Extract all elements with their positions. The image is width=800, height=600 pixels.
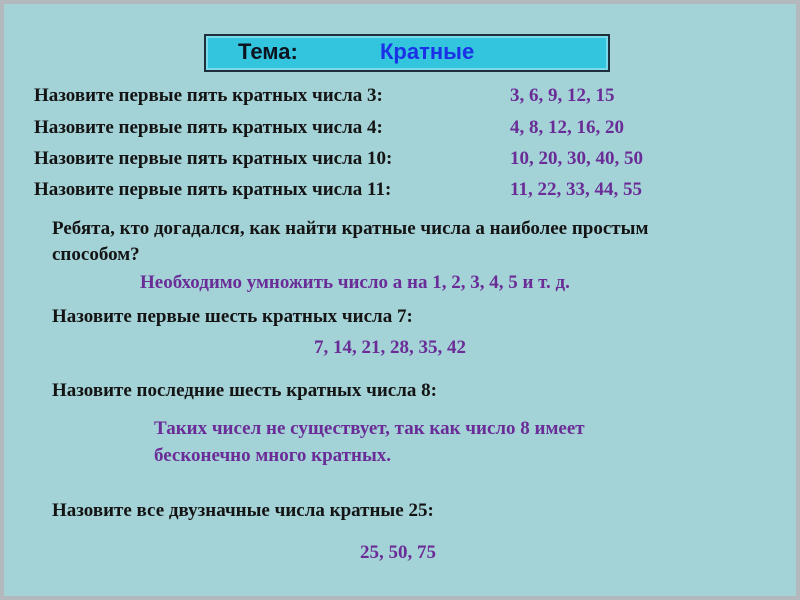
method-answer: Необходимо умножить число а на 1, 2, 3, 4, 5 и т. д. [140, 272, 570, 293]
method-question-line1: Ребята, кто догадался, как найти кратные числа а наиболее простым [52, 218, 649, 239]
question-last-six-multiples-8: Назовите последние шесть кратных числа 8: [52, 380, 437, 401]
answer-six-multiples-7: 7, 14, 21, 28, 35, 42 [314, 337, 466, 358]
answer-last-six-multiples-8 [154, 415, 585, 469]
question-multiples-3: Назовите первые пять кратных числа 3: [34, 85, 383, 106]
question-six-multiples-7: Назовите первые шесть кратных числа 7: [52, 306, 413, 327]
answer-last8-line2: бесконечно много кратных. [154, 445, 392, 466]
topic-label: Тема: [238, 39, 298, 64]
answer-two-digit-multiples-25: 25, 50, 75 [360, 542, 436, 563]
answer-multiples-11: 11, 22, 33, 44, 55 [510, 179, 642, 200]
answer-last8-line1: Таких чисел не существует, так как число 8 имеет [154, 418, 585, 439]
answer-multiples-4: 4, 8, 12, 16, 20 [510, 117, 624, 138]
answer-multiples-3: 3, 6, 9, 12, 15 [510, 85, 615, 106]
question-multiples-10: Назовите первые пять кратных числа 10: [34, 148, 393, 169]
method-question [52, 216, 772, 268]
method-question-line2: способом? [52, 244, 140, 265]
topic-title-box [204, 34, 610, 72]
question-multiples-4: Назовите первые пять кратных числа 4: [34, 117, 383, 138]
topic-value: Кратные [380, 39, 475, 64]
question-multiples-11: Назовите первые пять кратных числа 11: [34, 179, 392, 200]
question-two-digit-multiples-25: Назовите все двузначные числа кратные 25: [52, 500, 434, 521]
answer-multiples-10: 10, 20, 30, 40, 50 [510, 148, 643, 169]
